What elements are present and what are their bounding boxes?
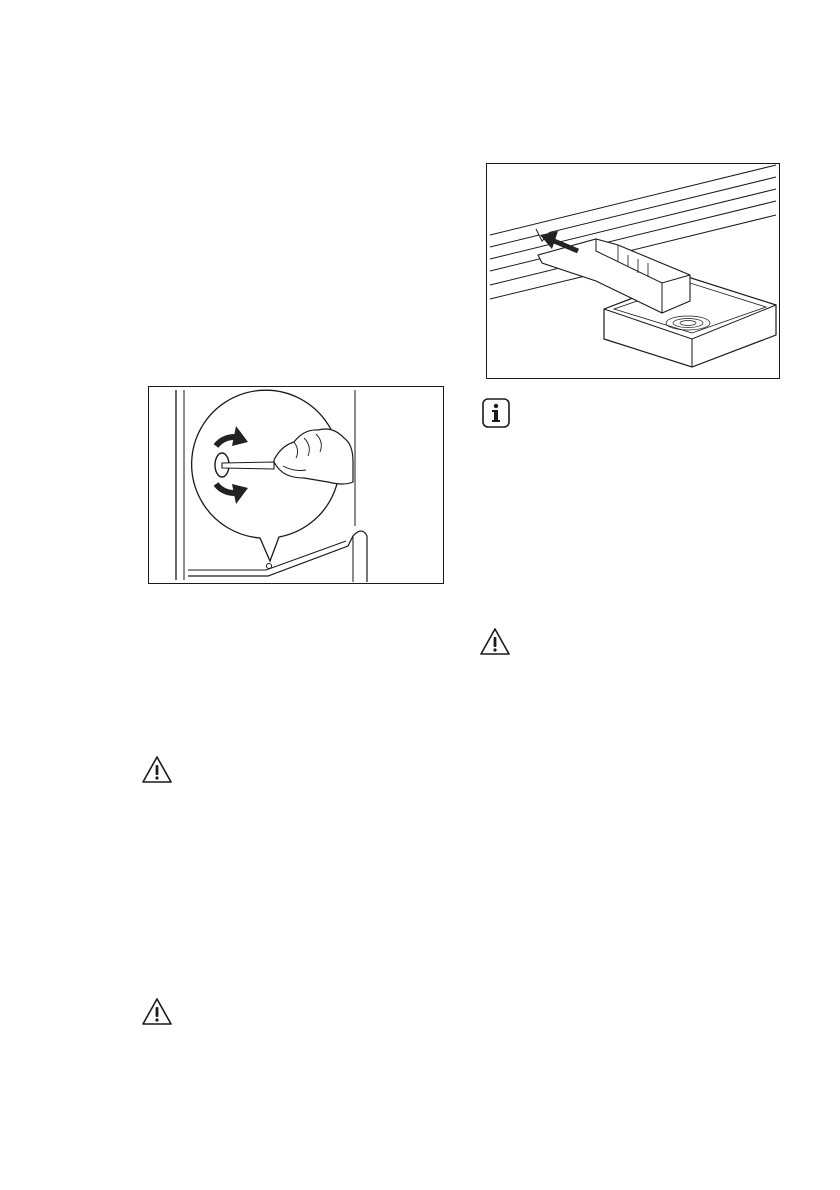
drain-hole-cleaning-illustration [148,386,444,584]
warning-triangle-icon [140,996,174,1028]
info-icon [482,398,510,428]
warning-triangle-icon [140,754,174,786]
drain-tray-figure [486,163,780,379]
drain-hole-cleaning-figure [148,386,444,584]
drain-tray-illustration [486,163,780,379]
warning-triangle-icon [478,626,512,658]
